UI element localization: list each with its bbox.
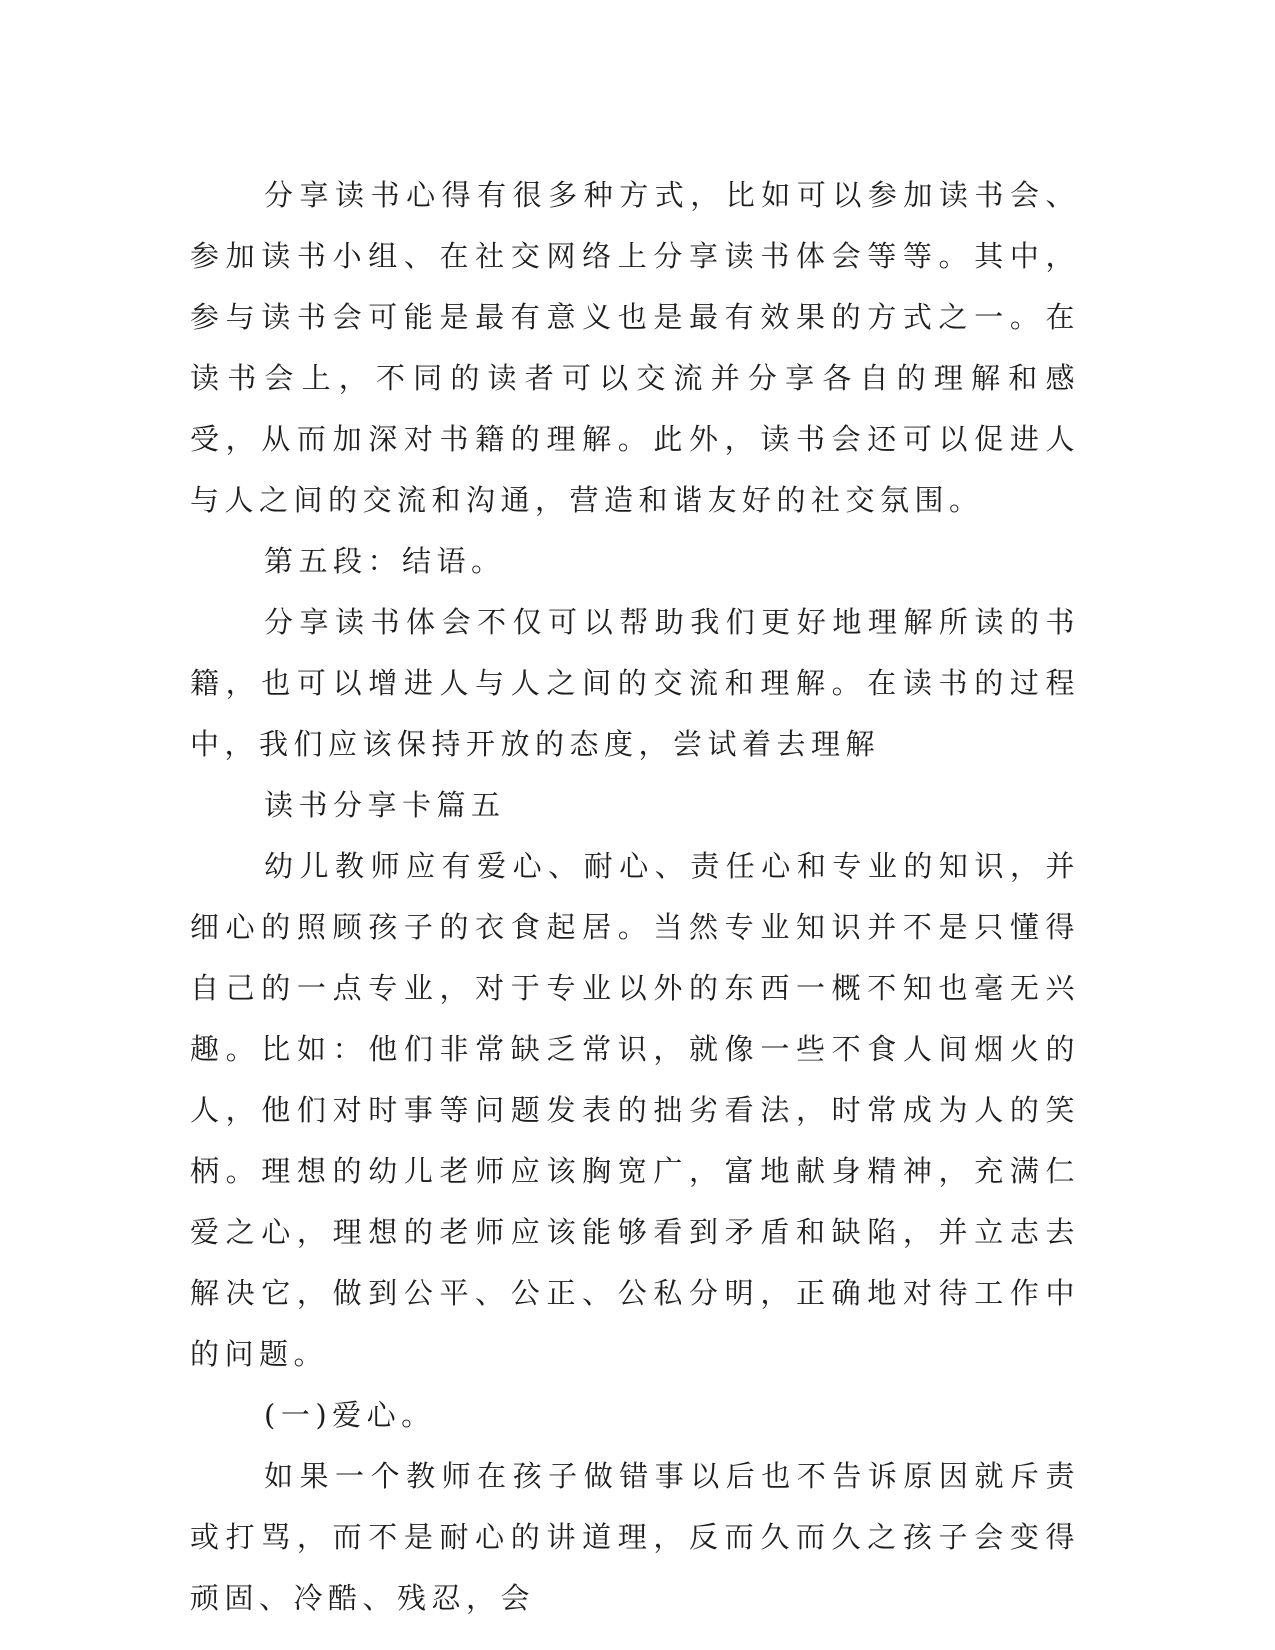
paragraph-reading-club: 分享读书心得有很多种方式，比如可以参加读书会、参加读书小组、在社交网络上分享读书体会等等。其中，参与读书会可能是最有意义也是最有效果的方式之一。在读书会上，不同的读者可以交流并分享各自的理解和感受，从而加深对书籍的理解。此外，读书会还可以促进人与人之间的交流和沟通，营造和谐友好的社交氛围。 <box>190 178 1080 517</box>
paragraph-conclusion: 分享读书体会不仅可以帮助我们更好地理解所读的书籍，也可以增进人与人之间的交流和理解。在读书的过程中，我们应该保持开放的态度，尝试着去理解 <box>190 605 1080 761</box>
section-heading-conclusion: 第五段：结语。 <box>264 544 506 578</box>
paragraph-love: 如果一个教师在孩子做错事以后也不告诉原因就斥责或打骂，而不是耐心的讲道理，反而久而久之孩子会变得顽固、冷酷、残忍，会 <box>190 1459 1080 1615</box>
section-heading-part-five: 读书分享卡篇五 <box>264 788 506 822</box>
section-heading-love: (一)爱心。 <box>264 1398 436 1432</box>
document-body <box>190 165 1080 1629</box>
paragraph-teacher-qualities: 幼儿教师应有爱心、耐心、责任心和专业的知识，并细心的照顾孩子的衣食起居。当然专业知识并不是只懂得自己的一点专业，对于专业以外的东西一概不知也毫无兴趣。比如：他们非常缺乏常识，就像一些不食人间烟火的人，他们对时事等问题发表的拙劣看法，时常成为人的笑柄。理想的幼儿老师应该胸宽广，富地献身精神，充满仁爱之心，理想的老师应该能够看到矛盾和缺陷，并立志去解决它，做到公平、公正、公私分明，正确地对待工作中的问题。 <box>190 849 1080 1371</box>
